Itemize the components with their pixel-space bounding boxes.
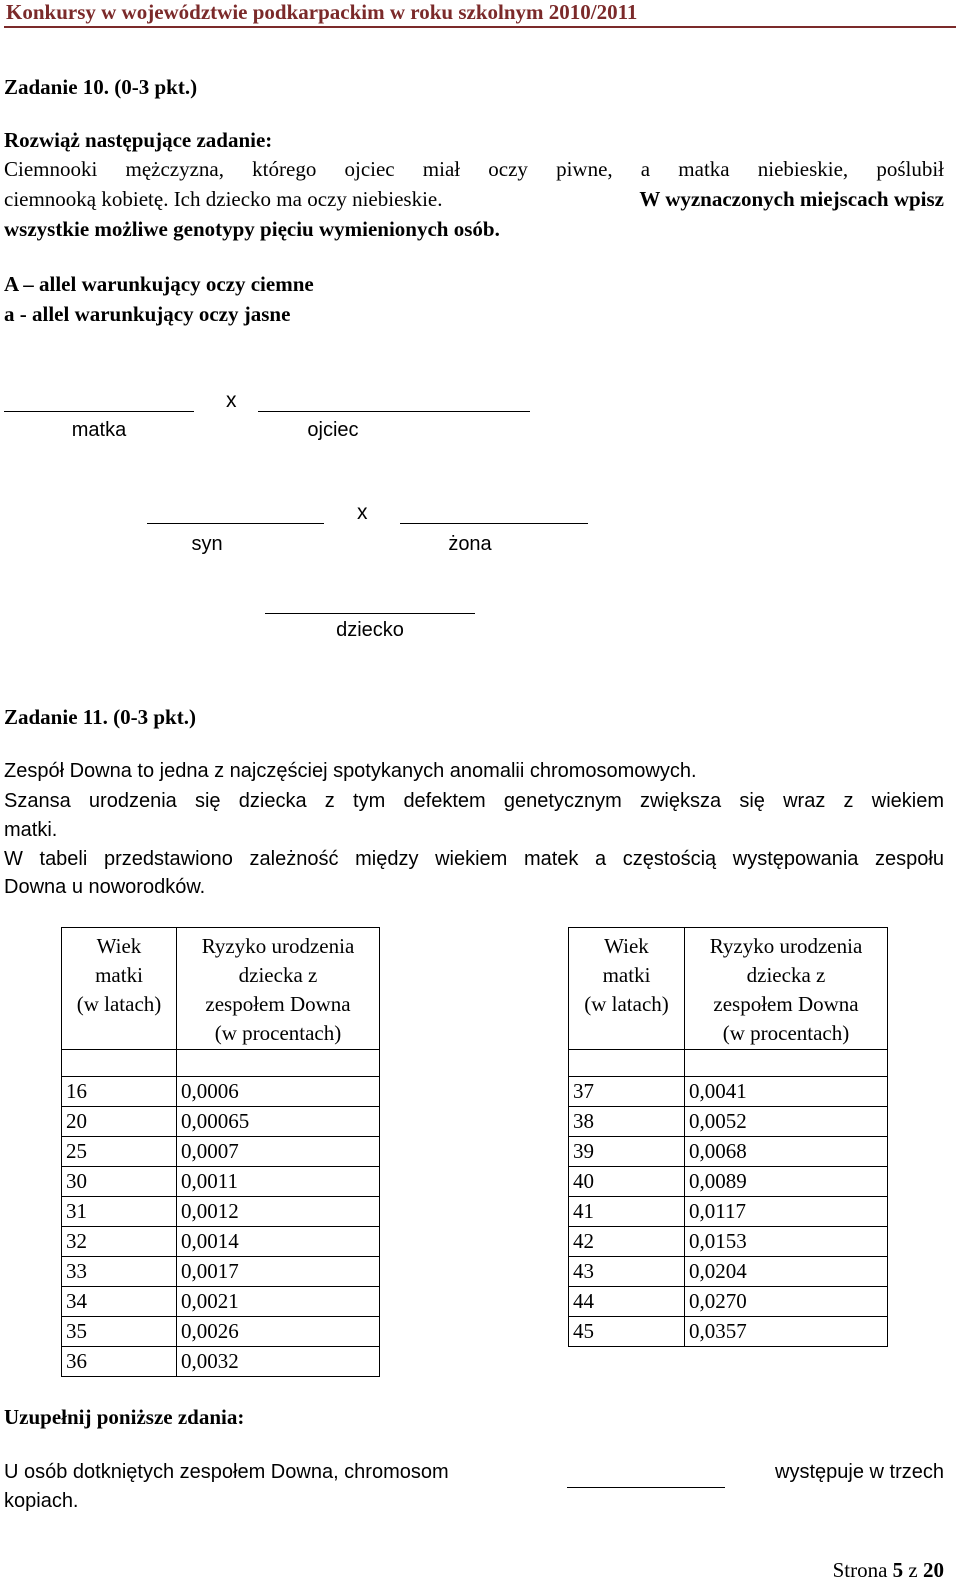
age-cell: 16 [62, 1077, 177, 1107]
table-row [569, 1317, 888, 1347]
table-row [62, 1137, 380, 1167]
age-cell: 37 [569, 1077, 685, 1107]
risk-cell: 0,0026 [177, 1317, 380, 1347]
task10-body-line1: Ciemnooki mężczyzna, którego ojciec miał oczy piwne, a matka niebieskie, poślubił [4, 157, 944, 181]
task11-heading: Zadanie 11. (0-3 pkt.) [4, 705, 196, 729]
risk-cell: 0,0117 [685, 1197, 888, 1227]
task10-body-line2 [4, 187, 944, 212]
risk-cell: 0,0011 [177, 1167, 380, 1197]
age-cell: 38 [569, 1107, 685, 1137]
father-genotype-blank[interactable] [258, 411, 530, 412]
table-row [62, 1257, 380, 1287]
down-syndrome-table-left [61, 927, 380, 1377]
table-row [569, 1257, 888, 1287]
table-row [62, 1227, 380, 1257]
task11-paragraph3-line1: W tabeli przedstawiono zależność między wiekiem matek a częstością występowania zespołu [4, 848, 944, 870]
table-row [62, 1167, 380, 1197]
task11-paragraph1: Zespół Downa to jedna z najczęściej spotykanych anomalii chromosomowych. [4, 760, 697, 782]
mother-label: matka [71, 419, 127, 441]
table-row [62, 1077, 380, 1107]
table-row [62, 1287, 380, 1317]
risk-cell: 0,0153 [685, 1227, 888, 1257]
father-label: ojciec [307, 419, 359, 441]
age-cell: 25 [62, 1137, 177, 1167]
age-cell: 34 [62, 1287, 177, 1317]
task11-paragraph2-line2: matki. [4, 819, 58, 841]
risk-cell: 0,0052 [685, 1107, 888, 1137]
mother-genotype-blank[interactable] [4, 411, 194, 412]
age-column-header: Wiek matki (w latach) [62, 928, 177, 1050]
risk-column-header: Ryzyko urodzenia dziecka z zespołem Downa (w procentach) [685, 928, 888, 1050]
age-cell: 45 [569, 1317, 685, 1347]
age-cell: 33 [62, 1257, 177, 1287]
age-cell: 40 [569, 1167, 685, 1197]
risk-cell: 0,0270 [685, 1287, 888, 1317]
risk-cell: 0,0017 [177, 1257, 380, 1287]
age-cell: 42 [569, 1227, 685, 1257]
age-cell: 36 [62, 1347, 177, 1377]
age-cell: 20 [62, 1107, 177, 1137]
age-cell: 44 [569, 1287, 685, 1317]
age-cell: 41 [569, 1197, 685, 1227]
risk-cell: 0,0041 [685, 1077, 888, 1107]
chromosome-answer-blank[interactable] [567, 1487, 725, 1488]
page-header: Konkursy w województwie podkarpackim w roku szkolnym 2010/2011 [6, 0, 638, 24]
sentence-after-blank: występuje w trzech [775, 1461, 944, 1483]
sentence-before-blank: U osób dotkniętych zespołem Downa, chromosom [4, 1461, 449, 1483]
risk-cell: 0,0006 [177, 1077, 380, 1107]
task10-instruction: Rozwiąż następujące zadanie: [4, 128, 273, 152]
son-genotype-blank[interactable] [147, 523, 324, 524]
risk-cell: 0,0014 [177, 1227, 380, 1257]
age-cell: 32 [62, 1227, 177, 1257]
risk-column-header: Ryzyko urodzenia dziecka z zespołem Downa (w procentach) [177, 928, 380, 1050]
footer-total-pages: 20 [923, 1558, 944, 1582]
age-cell: 43 [569, 1257, 685, 1287]
task10-body-line3: wszystkie możliwe genotypy pięciu wymienionych osób. [4, 217, 500, 241]
table-row [62, 1347, 380, 1377]
risk-cell: 0,0204 [685, 1257, 888, 1287]
risk-cell: 0,0012 [177, 1197, 380, 1227]
footer-z: z [908, 1558, 918, 1582]
table-row [62, 1317, 380, 1347]
table-row [62, 1197, 380, 1227]
task10-body-line2-bold: W wyznaczonych miejscach wpisz [639, 187, 944, 211]
risk-cell: 0,0021 [177, 1287, 380, 1317]
footer-strona: Strona [832, 1558, 888, 1582]
son-label: syn [191, 533, 223, 555]
task10-body-line2-normal: ciemnooką kobietę. Ich dziecko ma oczy niebieskie. [4, 187, 443, 211]
allele-A-definition: A – allel warunkujący oczy ciemne [4, 272, 314, 296]
page-footer [833, 1558, 944, 1583]
task10-heading: Zadanie 10. (0-3 pkt.) [4, 75, 198, 99]
task11-paragraph2-line1: Szansa urodzenia się dziecka z tym defektem genetycznym zwiększa się wraz z wiekiem [4, 790, 944, 812]
cross-symbol-2: x [357, 501, 368, 524]
cross-symbol-1: x [226, 389, 237, 412]
sentence-line2: kopiach. [4, 1490, 79, 1512]
child-genotype-blank[interactable] [265, 613, 475, 614]
risk-cell: 0,0089 [685, 1167, 888, 1197]
table-row [569, 1197, 888, 1227]
child-label: dziecko [336, 619, 404, 641]
risk-cell: 0,0007 [177, 1137, 380, 1167]
table-row [569, 1077, 888, 1107]
header-rule [4, 26, 956, 28]
task11-paragraph3-line2: Downa u noworodków. [4, 876, 206, 898]
risk-cell: 0,0068 [685, 1137, 888, 1167]
age-cell: 31 [62, 1197, 177, 1227]
table-row [569, 1287, 888, 1317]
complete-sentences-heading: Uzupełnij poniższe zdania: [4, 1405, 245, 1429]
age-cell: 30 [62, 1167, 177, 1197]
table-row [569, 1227, 888, 1257]
table-row [569, 1167, 888, 1197]
age-cell: 35 [62, 1317, 177, 1347]
down-syndrome-table-right [568, 927, 888, 1347]
age-cell: 39 [569, 1137, 685, 1167]
risk-cell: 0,00065 [177, 1107, 380, 1137]
age-column-header: Wiek matki (w latach) [569, 928, 685, 1050]
footer-page-number: 5 [892, 1558, 904, 1582]
table-row [569, 1137, 888, 1167]
table-row [569, 1107, 888, 1137]
allele-a-definition: a - allel warunkujący oczy jasne [4, 302, 291, 326]
risk-cell: 0,0357 [685, 1317, 888, 1347]
risk-cell: 0,0032 [177, 1347, 380, 1377]
wife-label: żona [448, 533, 492, 555]
table-row [62, 1107, 380, 1137]
wife-genotype-blank[interactable] [400, 523, 588, 524]
